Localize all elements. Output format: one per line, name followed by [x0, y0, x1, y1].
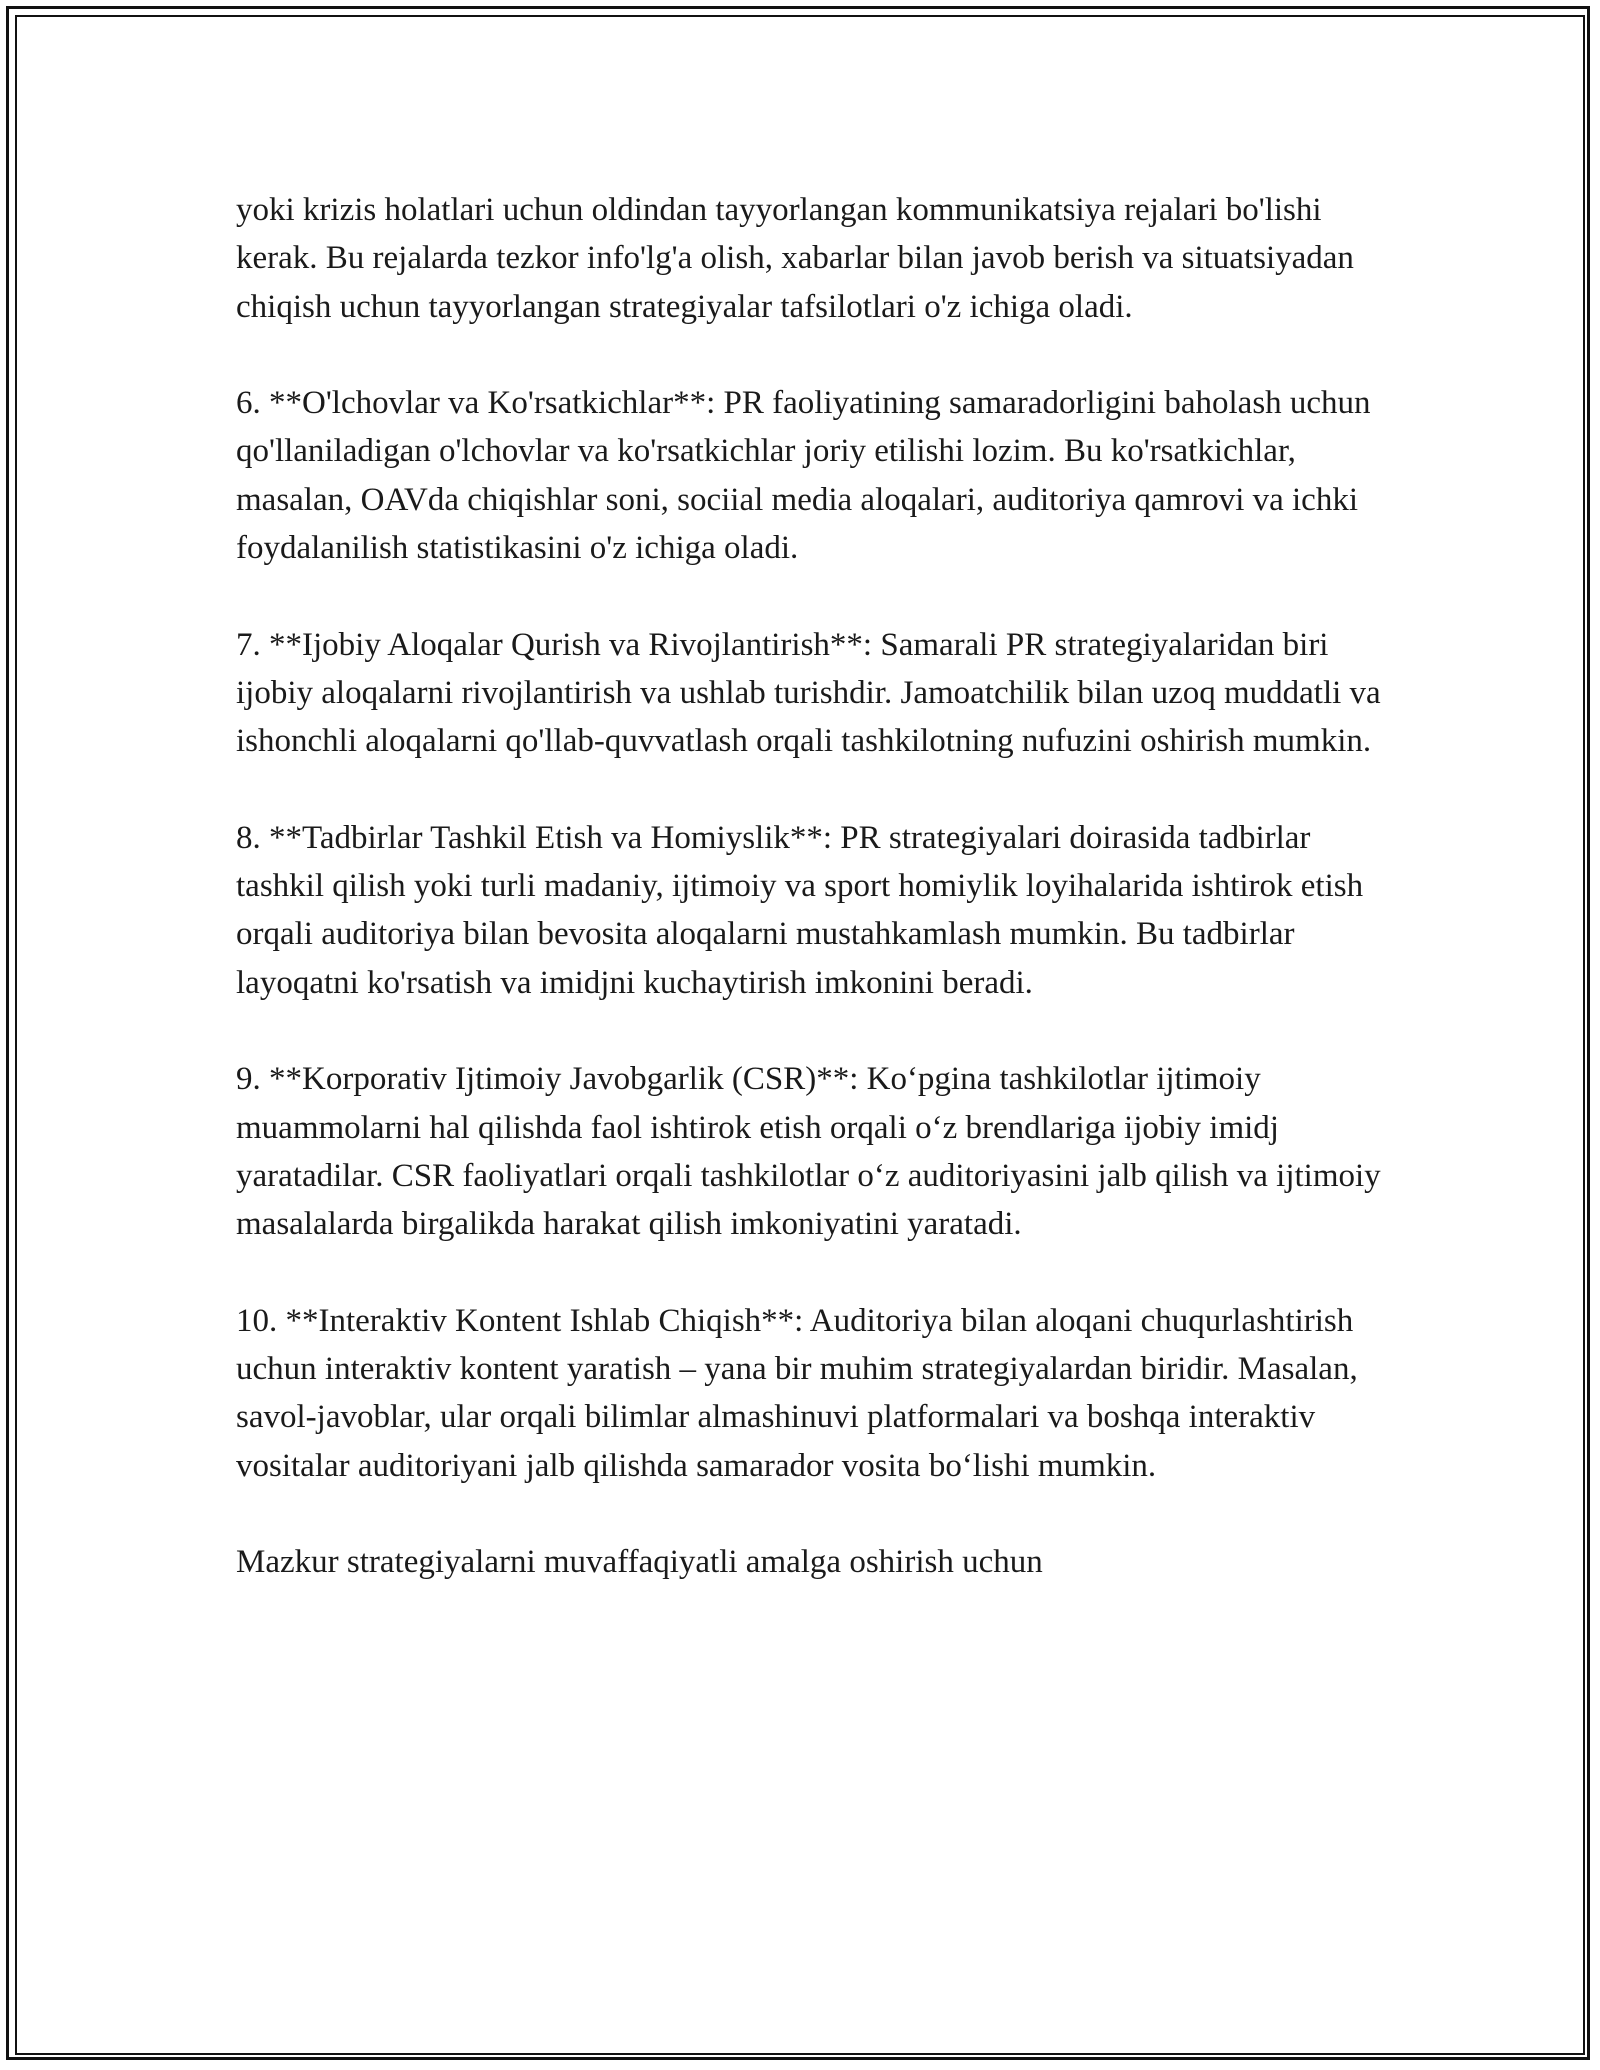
paragraph-interactive-content: 10. **Interaktiv Kontent Ishlab Chiqish**: Auditoriya bilan aloqani chuqurlashtirish uchun interaktiv kontent yaratish – yana bir muhim strategiyalardan biridir. Masalan, savol-javoblar, ular orqali bilimlar almashinuvi platformalari va boshqa interaktiv vositalar auditoriyani jalb qilishda samarador vosita bo‘lishi mumkin. — [236, 1302, 1358, 1484]
paragraph-conclusion: Mazkur strategiyalarni muvaffaqiyatli amalga oshirish uchun — [236, 1544, 1043, 1581]
paragraph-events-sponsorship: 8. **Tadbirlar Tashkil Etish va Homiyslik**: PR strategiyalari doirasida tadbirlar tashkil qilish yoki turli madaniy, ijtimoiy va sport homiylik loyihalarida ishtirok etish orqali auditoriya bilan bevosita aloqalarni mustahkamlash mumkin. Bu tadbirlar layoqatni ko'rsatish va imidjni kuchaytirish imkonini beradi. — [236, 819, 1364, 1001]
paragraph-crisis-plans: yoki krizis holatlari uchun oldindan tayyorlangan kommunikatsiya rejalari bo'lishi kerak. Bu rejalarda tezkor info'lg'a olish, xabarlar bilan javob berish va situatsiyadan chiqish uchun tayyorlangan strategiyalar tafsilotlari o'z ichiga oladi. — [236, 192, 1354, 325]
paragraph-positive-relations: 7. **Ijobiy Aloqalar Qurish va Rivojlantirish**: Samarali PR strategiyalaridan biri ijobiy aloqalarni rivojlantirish va ushlab turishdir. Jamoatchilik bilan uzoq muddatli va ishonchli aloqalarni qo'llab-quvvatlash orqali tashkilotning nufuzini oshirish mumkin. — [236, 626, 1381, 760]
paragraph-measurements: 6. **O'lchovlar va Ko'rsatkichlar**: PR faoliyatining samaradorligini baholash uchun qo'llaniladigan o'lchovlar va ko'rsatkichlar joriy etilishi lozim. Bu ko'rsatkichlar, masalan, OAVda chiqishlar soni, sociial media aloqalari, auditoriya qamrovi va ichki foydalanilish statistikasini o'z ichiga oladi. — [236, 385, 1371, 567]
paragraph-csr: 9. **Korporativ Ijtimoiy Javobgarlik (CSR)**: Ko‘pgina tashkilotlar ijtimoiy muammolarni hal qilishda faol ishtirok etish orqali o‘z brendlariga ijobiy imidj yaratadilar. CSR faoliyatlari orqali tashkilotlar o‘z auditoriyasini jalb qilish va ijtimoiy masalalarda birgalikda harakat qilish imkoniyatini yaratadi. — [236, 1061, 1381, 1243]
document-body — [236, 186, 1386, 1635]
